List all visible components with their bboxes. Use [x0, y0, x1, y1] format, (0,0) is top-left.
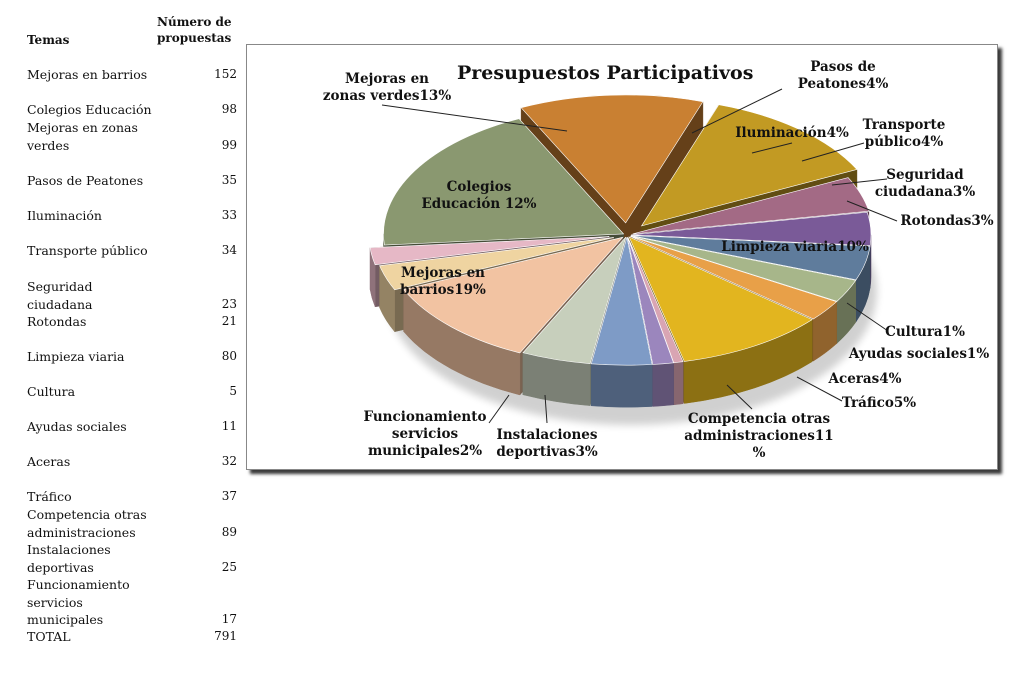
table-row — [27, 242, 237, 260]
slice-label-line: Iluminación4% — [735, 125, 849, 141]
slice-label-line: Instalaciones — [496, 427, 598, 443]
row-tema: Mejoras en zonas verdes — [27, 120, 138, 153]
row-tema: Instalaciones deportivas — [27, 542, 111, 575]
header-temas: Temas — [27, 33, 70, 47]
total-label: TOTAL — [27, 629, 71, 644]
slice-label-line: Limpieza viaria10% — [721, 239, 869, 255]
slice-label — [798, 59, 889, 92]
slice-label-line: Funcionamiento — [363, 409, 487, 425]
slice-label — [863, 117, 946, 150]
slice-label-line: Pasos de — [810, 59, 876, 75]
row-tema: Ayudas sociales — [27, 419, 127, 434]
table-row — [27, 541, 237, 576]
slice-label — [323, 71, 451, 104]
row-num: 35 — [221, 173, 237, 187]
table-row — [27, 66, 237, 84]
row-num: 23 — [221, 296, 237, 311]
slice-label-line: zonas verdes13% — [322, 88, 452, 104]
slice-label-line: Transporte — [862, 117, 946, 133]
proposals-table — [0, 0, 245, 674]
table-row — [27, 101, 237, 119]
total-value: 791 — [214, 629, 237, 643]
slice-label-line: municipales2% — [367, 443, 483, 459]
pie-chart — [247, 45, 997, 469]
slice-label — [496, 427, 598, 460]
row-tema: Cultura — [27, 384, 76, 399]
row-num: 17 — [221, 612, 237, 626]
slice-label-line: Tráfico5% — [841, 395, 917, 411]
row-num: 25 — [221, 559, 237, 574]
table-row — [27, 418, 237, 436]
slice-label-line: Colegios — [446, 179, 512, 195]
slice-label-line: Ayudas sociales1% — [848, 346, 990, 362]
row-tema: Pasos de Peatones — [27, 173, 144, 188]
table-total-row — [27, 628, 237, 646]
slice-label-line: Aceras4% — [828, 371, 902, 387]
table-row — [27, 313, 237, 331]
row-num: 37 — [221, 489, 237, 503]
row-tema: Aceras — [27, 454, 71, 469]
pie-chart-frame — [246, 44, 998, 470]
slice-label — [842, 395, 916, 411]
row-tema: Rotondas — [27, 314, 87, 329]
slice-label-line: Competencia otras — [687, 411, 831, 427]
slice-label-line: barrios19% — [400, 282, 486, 298]
slice-label-line: Peatones4% — [797, 76, 889, 92]
row-num: 32 — [221, 454, 237, 468]
slice-label-line: % — [752, 445, 766, 461]
slice-label — [684, 411, 833, 461]
slice-label — [885, 324, 965, 340]
row-tema: Colegios Educación — [27, 102, 152, 117]
row-num: 11 — [221, 419, 237, 433]
slice-label-line: Seguridad — [886, 167, 964, 183]
row-num: 34 — [221, 243, 237, 257]
slice-label-line: Mejoras en — [401, 265, 485, 281]
table-row — [27, 488, 237, 506]
table-row — [27, 348, 237, 366]
table-row — [27, 119, 237, 154]
row-tema: Competencia otras administraciones — [27, 507, 147, 540]
table-row — [27, 576, 237, 629]
row-tema: Mejoras en barrios — [27, 67, 148, 82]
slice-label — [848, 346, 989, 362]
row-num: 152 — [214, 67, 237, 81]
table-row — [27, 207, 237, 225]
slice-label — [364, 409, 487, 459]
slice-label-line: Mejoras en — [345, 71, 429, 87]
slice-label-line: administraciones11 — [684, 428, 834, 444]
slice-label-line: Cultura1% — [885, 324, 965, 340]
slice-label — [721, 239, 869, 255]
slice-label-line: Rotondas3% — [900, 213, 994, 229]
slice-label-line: ciudadana3% — [874, 184, 976, 200]
table-row — [27, 506, 237, 541]
slice-label — [735, 125, 849, 141]
table-row — [27, 172, 237, 190]
row-num: 33 — [221, 208, 237, 222]
slice-label — [828, 371, 902, 387]
row-tema: Tráfico — [27, 489, 72, 504]
slice-label-line: público4% — [864, 134, 944, 150]
row-num: 21 — [221, 314, 237, 328]
row-num: 99 — [221, 137, 237, 152]
row-num: 80 — [221, 349, 237, 363]
slice-label — [900, 213, 993, 229]
slice-label — [400, 265, 486, 298]
row-num: 98 — [221, 102, 237, 116]
slice-label-line: Educación 12% — [421, 196, 537, 212]
chart-title: Presupuestos Participativos — [457, 62, 754, 84]
row-tema: Seguridad ciudadana — [27, 279, 93, 312]
table-row — [27, 383, 237, 401]
row-tema: Iluminación — [27, 208, 102, 223]
row-num: 89 — [221, 524, 237, 539]
slice-label-line: servicios — [391, 426, 459, 442]
row-tema: Funcionamiento servicios municipales — [27, 577, 130, 627]
slice-label-line: deportivas3% — [496, 444, 598, 460]
slice-label — [875, 167, 975, 200]
table-row — [27, 278, 237, 313]
row-num: 5 — [229, 384, 237, 398]
row-tema: Limpieza viaria — [27, 349, 125, 364]
row-tema: Transporte público — [27, 243, 148, 258]
table-row — [27, 453, 237, 471]
header-numero-propuestas: Número de propuestas — [157, 15, 232, 45]
